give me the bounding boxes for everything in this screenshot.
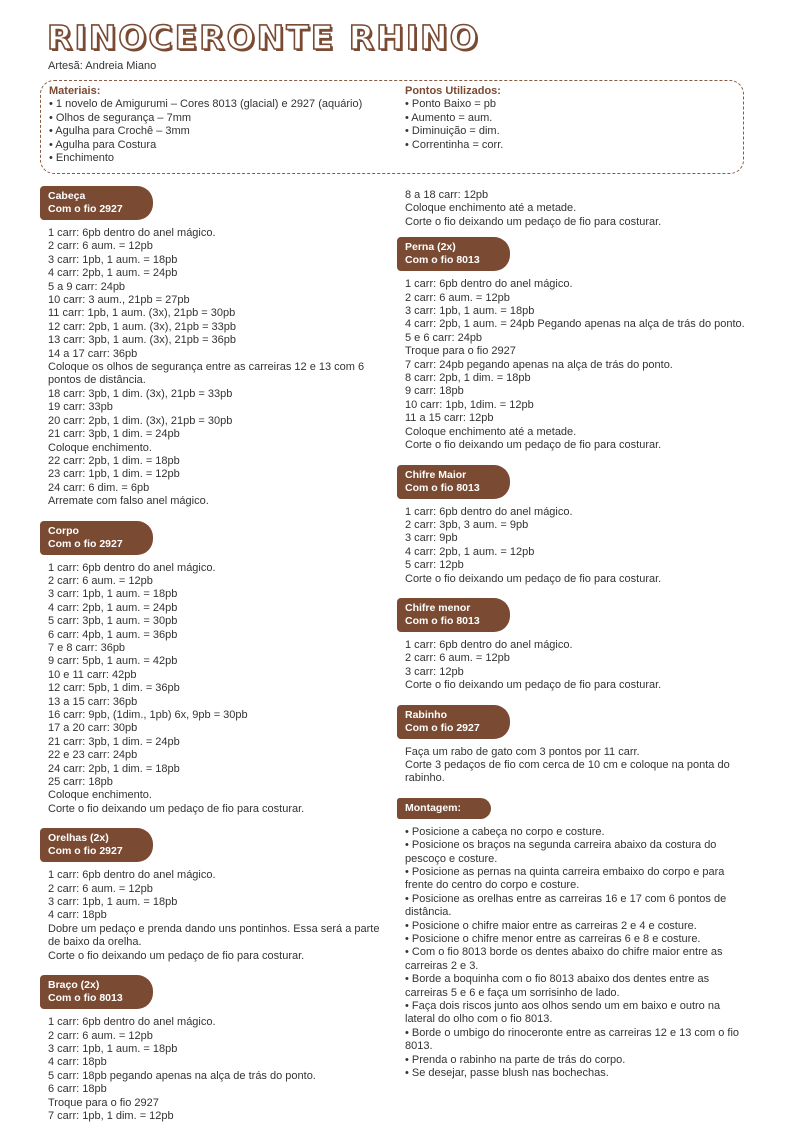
pattern-section xyxy=(48,186,393,509)
section-badge-line: Com o fio 8013 xyxy=(405,254,480,267)
instruction-line: 1 carr: 6pb dentro do anel mágico. xyxy=(405,505,573,518)
section-badge xyxy=(40,975,153,1009)
instruction-line: 11 a 15 carr: 12pb xyxy=(405,412,494,425)
material-item: • Olhos de segurança – 7mm xyxy=(49,111,192,124)
instruction-line: • Se desejar, passe blush nas bochechas. xyxy=(405,1067,609,1080)
instruction-line: 12 carr: 2pb, 1 aum. (3x), 21pb = 33pb xyxy=(48,320,237,333)
stitch-item: • Aumento = aum. xyxy=(405,111,493,124)
instruction-line: 7 carr: 1pb, 1 dim. = 12pb xyxy=(48,1109,174,1122)
instruction-line: 10 carr: 3 aum., 21pb = 27pb xyxy=(48,294,190,307)
instruction-line: 5 a 9 carr: 24pb xyxy=(48,280,126,293)
pattern-section xyxy=(405,465,750,586)
instruction-line: 2 carr: 6 aum. = 12pb xyxy=(48,240,153,253)
instruction-line: 4 carr: 18pb xyxy=(48,909,107,922)
instruction-line: 2 carr: 3pb, 3 aum. = 9pb xyxy=(405,518,529,531)
instruction-line: 2 carr: 6 aum. = 12pb xyxy=(405,291,510,304)
section-badge-line: Cabeça xyxy=(48,190,86,202)
instruction-line: 6 carr: 4pb, 1 aum. = 36pb xyxy=(48,628,178,641)
instruction-line: 3 carr: 1pb, 1 aum. = 18pb xyxy=(48,896,178,909)
instruction-line: • Posicione os braços na segunda carreira abaixo da costura do pescoço e costure. xyxy=(405,839,717,865)
instruction-line: Corte o fio deixando um pedaço de fio para costurar. xyxy=(405,215,662,228)
instruction-line: Faça um rabo de gato com 3 pontos por 11 carr. xyxy=(405,745,640,758)
instruction-line: 5 carr: 18pb pegando apenas na alça de trás do ponto. xyxy=(48,1069,316,1082)
section-badge xyxy=(397,598,510,632)
instruction-line: 1 carr: 6pb dentro do anel mágico. xyxy=(48,1016,216,1029)
materials-list xyxy=(49,85,379,165)
instruction-line: 24 carr: 2pb, 1 dim. = 18pb xyxy=(48,762,180,775)
instruction-line: 3 carr: 1pb, 1 aum. = 18pb xyxy=(48,253,178,266)
section-badge-line: Perna (2x) xyxy=(405,241,456,254)
section-badge-line: Chifre Maior xyxy=(405,468,467,481)
instruction-line: 4 carr: 2pb, 1 aum. = 12pb xyxy=(405,545,535,558)
instruction-line: 14 a 17 carr: 36pb xyxy=(48,347,138,360)
instruction-line: 19 carr: 33pb xyxy=(48,401,113,414)
instruction-line: Corte 3 pedaços de fio com cerca de 10 cm e coloque na ponta do rabinho. xyxy=(405,758,730,785)
instruction-line: Arremate com falso anel mágico. xyxy=(48,495,209,508)
instruction-line: 9 carr: 18pb xyxy=(405,385,464,398)
material-item: • 1 novelo de Amigurumi – Cores 8013 (glacial) e 2927 (aquário) xyxy=(49,98,363,111)
instruction-line: Corte o fio deixando um pedaço de fio para costurar. xyxy=(405,439,662,452)
instruction-line: • Borde o umbigo do rinoceronte entre as carreiras 12 e 13 com o fio 8013. xyxy=(405,1026,740,1053)
material-item: • Agulha para Costura xyxy=(49,138,157,151)
section-badge xyxy=(397,705,510,739)
instruction-line: • Posicione o chifre maior entre as carreiras 2 e 4 e costure. xyxy=(405,919,697,932)
instruction-line: Troque para o fio 2927 xyxy=(405,345,516,358)
instruction-line: 1 carr: 6pb dentro do anel mágico. xyxy=(48,869,216,882)
section-badge xyxy=(397,237,510,271)
instruction-line: 1 carr: 6pb dentro do anel mágico. xyxy=(48,227,216,239)
instruction-line: 11 carr: 1pb, 1 aum. (3x), 21pb = 30pb xyxy=(48,307,236,320)
instruction-line: 4 carr: 18pb xyxy=(48,1056,107,1069)
section-badge xyxy=(40,186,153,220)
instruction-line: Coloque enchimento. xyxy=(48,441,152,454)
section-badge-line: Com o fio 2927 xyxy=(48,845,123,858)
instruction-line: 22 e 23 carr: 24pb xyxy=(48,749,138,762)
instruction-line: 17 a 20 carr: 30pb xyxy=(48,722,138,735)
instruction-line: 3 carr: 1pb, 1 aum. = 18pb xyxy=(48,1042,178,1055)
material-item: • Enchimento xyxy=(49,152,114,165)
section-badge-line: Montagem: xyxy=(405,801,461,814)
materials-heading: Materiais: xyxy=(49,85,101,97)
pattern-section xyxy=(405,598,750,693)
instruction-line: 1 carr: 6pb dentro do anel mágico. xyxy=(48,561,216,574)
instruction-line: 13 carr: 3pb, 1 aum. (3x), 21pb = 36pb xyxy=(48,334,237,347)
instruction-line: Corte o fio deixando um pedaço de fio para costurar. xyxy=(405,679,662,692)
section-badge-line: Rabinho xyxy=(405,708,447,721)
instruction-line: 12 carr: 5pb, 1 dim. = 36pb xyxy=(48,682,180,695)
instruction-line: 3 carr: 9pb xyxy=(405,532,458,545)
instruction-line: 9 carr: 5pb, 1 aum. = 42pb xyxy=(48,655,178,668)
instruction-line: 25 carr: 18pb xyxy=(48,776,113,789)
section-badge-line: Braço (2x) xyxy=(48,979,100,992)
section-badge xyxy=(397,465,510,499)
instruction-line: Coloque os olhos de segurança entre as carreiras 12 e 13 com 6 pontos de distância. xyxy=(48,361,365,387)
instruction-line: 4 carr: 2pb, 1 aum. = 24pb xyxy=(48,601,178,614)
pattern-section xyxy=(405,705,750,786)
section-badge-line: Com o fio 8013 xyxy=(405,481,480,494)
instruction-line: 16 carr: 9pb, (1dim., 1pb) 6x, 9pb = 30pb xyxy=(48,709,248,721)
instruction-line: Corte o fio deixando um pedaço de fio para costurar. xyxy=(48,949,305,962)
stitches-heading: Pontos Utilizados: xyxy=(405,85,501,97)
instruction-line: 22 carr: 2pb, 1 dim. = 18pb xyxy=(48,454,180,467)
section-badge-line: Orelhas (2x) xyxy=(48,832,109,845)
material-item: • Agulha para Crochê – 3mm xyxy=(49,125,190,138)
section-badge-line: Com o fio 2927 xyxy=(405,721,480,734)
instruction-line: • Posicione a cabeça no corpo e costure. xyxy=(405,825,605,838)
instruction-line: 5 carr: 12pb xyxy=(405,559,464,572)
stitch-item: • Ponto Baixo = pb xyxy=(405,98,496,111)
instruction-line: 1 carr: 6pb dentro do anel mágico. xyxy=(405,638,573,651)
instruction-line: 3 carr: 1pb, 1 aum. = 18pb xyxy=(405,305,535,318)
instruction-line: Coloque enchimento até a metade. xyxy=(405,202,577,215)
instruction-line: • Posicione as orelhas entre as carreiras 16 e 17 com 6 pontos de distância. xyxy=(405,892,727,919)
right-column xyxy=(405,189,750,1093)
pattern-section xyxy=(405,798,750,1081)
instruction-line: 4 carr: 2pb, 1 aum. = 24pb xyxy=(48,267,178,280)
section-badge xyxy=(40,828,153,862)
instruction-line: Corte o fio deixando um pedaço de fio para costurar. xyxy=(48,802,305,815)
left-column xyxy=(48,186,393,1135)
instruction-line: 21 carr: 3pb, 1 dim. = 24pb xyxy=(48,735,180,748)
instruction-line: 1 carr: 6pb dentro do anel mágico. xyxy=(405,278,573,291)
instruction-line: Coloque enchimento. xyxy=(48,789,152,802)
pattern-section xyxy=(48,521,393,817)
instruction-line: 6 carr: 18pb xyxy=(48,1083,107,1096)
instruction-line: 13 a 15 carr: 36pb xyxy=(48,695,138,708)
pattern-section xyxy=(48,828,393,963)
instruction-line: 2 carr: 6 aum. = 12pb xyxy=(48,1029,153,1042)
instruction-line: • Posicione as pernas na quinta carreira embaixo do corpo e para frente do centro do corpo e costure. xyxy=(405,866,725,892)
stitches-list xyxy=(405,85,725,152)
section-badge xyxy=(40,521,153,555)
stitch-item: • Correntinha = corr. xyxy=(405,138,504,151)
instruction-line: 18 carr: 3pb, 1 dim. (3x), 21pb = 33pb xyxy=(48,387,233,400)
instruction-line: 2 carr: 6 aum. = 12pb xyxy=(48,882,153,895)
section-badge-line: Corpo xyxy=(48,524,79,537)
instruction-line: • Posicione o chifre menor entre as carreiras 6 e 8 e costure. xyxy=(405,933,701,946)
instruction-line: • Borde a boquinha com o fio 8013 abaixo dos dentes entre as carreiras 5 e 6 e faça um sorrisinho de lado. xyxy=(405,973,710,999)
instruction-line: 10 carr: 1pb, 1dim. = 12pb xyxy=(405,398,534,411)
instruction-line: Corte o fio deixando um pedaço de fio para costurar. xyxy=(405,572,662,585)
section-badge-line: Com o fio 8013 xyxy=(405,614,480,627)
instruction-line: • Faça dois riscos junto aos olhos sendo um em baixo e outro na lateral do olho com o fio 8013. xyxy=(405,1000,721,1026)
instruction-line: Coloque enchimento até a metade. xyxy=(405,425,577,438)
section-badge xyxy=(397,798,491,819)
instruction-line: 7 carr: 24pb pegando apenas na alça de trás do ponto. xyxy=(405,358,673,371)
pattern-section xyxy=(405,237,750,452)
page-title: RINOCERONTE RHINO xyxy=(47,18,480,57)
instruction-line: 5 e 6 carr: 24pb xyxy=(405,331,483,344)
stitch-item: • Diminuição = dim. xyxy=(405,125,500,138)
section-badge-line: Com o fio 8013 xyxy=(48,992,123,1005)
instruction-line: Troque para o fio 2927 xyxy=(48,1096,159,1109)
instruction-line: 4 carr: 2pb, 1 aum. = 24pb Pegando apenas na alça de trás do ponto. xyxy=(405,318,745,331)
instruction-line: • Prenda o rabinho na parte de trás do corpo. xyxy=(405,1053,626,1066)
instruction-line: 2 carr: 6 aum. = 12pb xyxy=(405,652,510,665)
instruction-line: 3 carr: 12pb xyxy=(405,665,464,678)
author-line: Artesã: Andreia Miano xyxy=(48,60,157,72)
instruction-line: • Com o fio 8013 borde os dentes abaixo do chifre maior entre as carreiras 2 e 3. xyxy=(405,946,723,972)
instruction-line: 20 carr: 2pb, 1 dim. (3x), 21pb = 30pb xyxy=(48,414,233,427)
instruction-line: 2 carr: 6 aum. = 12pb xyxy=(48,574,153,587)
instruction-line: Dobre um pedaço e prenda dando uns pontinhos. Essa será a parte de baixo da orelha. xyxy=(48,922,380,949)
instruction-line: 3 carr: 1pb, 1 aum. = 18pb xyxy=(48,588,178,601)
instruction-line: 8 carr: 2pb, 1 dim. = 18pb xyxy=(405,372,531,385)
instruction-line: 21 carr: 3pb, 1 dim. = 24pb xyxy=(48,428,180,441)
pattern-section xyxy=(48,975,393,1123)
instruction-line: 23 carr: 1pb, 1 dim. = 12pb xyxy=(48,468,180,481)
instruction-line: 8 a 18 carr: 12pb xyxy=(405,189,489,201)
materials-box xyxy=(40,80,744,174)
section-badge-line: Com o fio 2927 xyxy=(48,537,123,550)
section-badge-line: Com o fio 2927 xyxy=(48,203,123,215)
section-badge-line: Chifre menor xyxy=(405,601,471,614)
instruction-line: 7 e 8 carr: 36pb xyxy=(48,641,126,654)
instruction-line: 5 carr: 3pb, 1 aum. = 30pb xyxy=(48,615,178,628)
instruction-line: 10 e 11 carr: 42pb xyxy=(48,668,137,681)
instruction-line: 24 carr: 6 dim. = 6pb xyxy=(48,481,150,494)
